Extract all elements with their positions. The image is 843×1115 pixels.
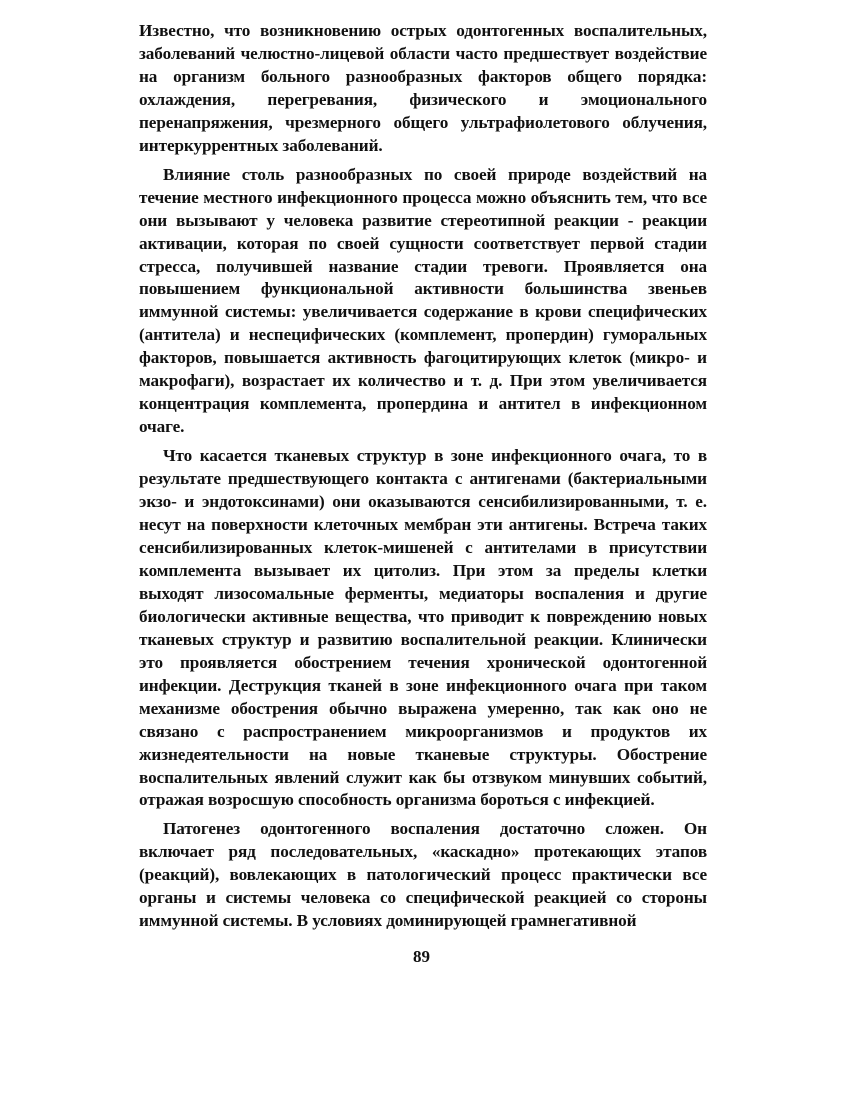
page-number: 89: [413, 947, 430, 966]
paragraph-2: Влияние столь разнообразных по своей природе воздействий на течение местного инфекционного процесса можно объяснить тем, что все они вызывают у человека развитие стереотипной реакции - реакции активации, которая по своей сущности соответствует первой стадии стресса, получившей название стадии тревоги. Проявляется она повышением функциональной активности большинства звеньев иммунной системы: увеличивается содержание в крови специфических (антитела) и неспецифических (комплемент, пропердин) гуморальных факторов, повышается активность фагоцитирующих клеток (микро- и макрофаги), возрастает их количество и т. д. При этом увеличивается концентрация комплемента, пропердина и антител в инфекционном очаге.: [139, 164, 707, 437]
paragraph-4: Патогенез одонтогенного воспаления достаточно сложен. Он включает ряд последовательных, «каскадно» протекающих этапов (реакций), вовлекающих в патологический процесс практически все органы и системы человека со специфической реакцией со стороны иммунной системы. В условиях доминирующей грамнегативной: [139, 819, 707, 931]
paragraph-3: Что касается тканевых структур в зоне инфекционного очага, то в результате предшествующего контакта с антигенами (бактериальными экзо- и эндотоксинами) они оказываются сенсибилизированными, т. е. несут на поверхности клеточных мембран эти антигены. Встреча таких сенсибилизированных клеток-мишеней с антителами в присутствии комплемента вызывает их цитолиз. При этом за пределы клетки выходят лизосомальные ферменты, медиаторы воспаления и другие биологически активные вещества, что приводит к повреждению новых тканевых структур и развитию воспалительной реакции. Клинически это проявляется обострением течения хронической одонтогенной инфекции. Деструкция тканей в зоне инфекционного очага при таком механизме обострения обычно выражена умеренно, так как оно не связано с распространением микроорганизмов и продуктов их жизнедеятельности на новые тканевые структуры. Обострение воспалительных явлений служит как бы отзвуком минувших событий, отражая возросшую способность организма бороться с инфекцией.: [139, 446, 707, 810]
paragraph-1: Известно, что возникновению острых одонтогенных воспалительных, заболеваний челюстно-лицевой области часто предшествует воздействие на организм больного разнообразных факторов общего порядка: охлаждения, перегревания, физического и эмоционального перенапряжения, чрезмерного общего ультрафиолетового облучения, интеркуррентных заболеваний.: [139, 21, 707, 155]
body-text: [139, 20, 707, 933]
